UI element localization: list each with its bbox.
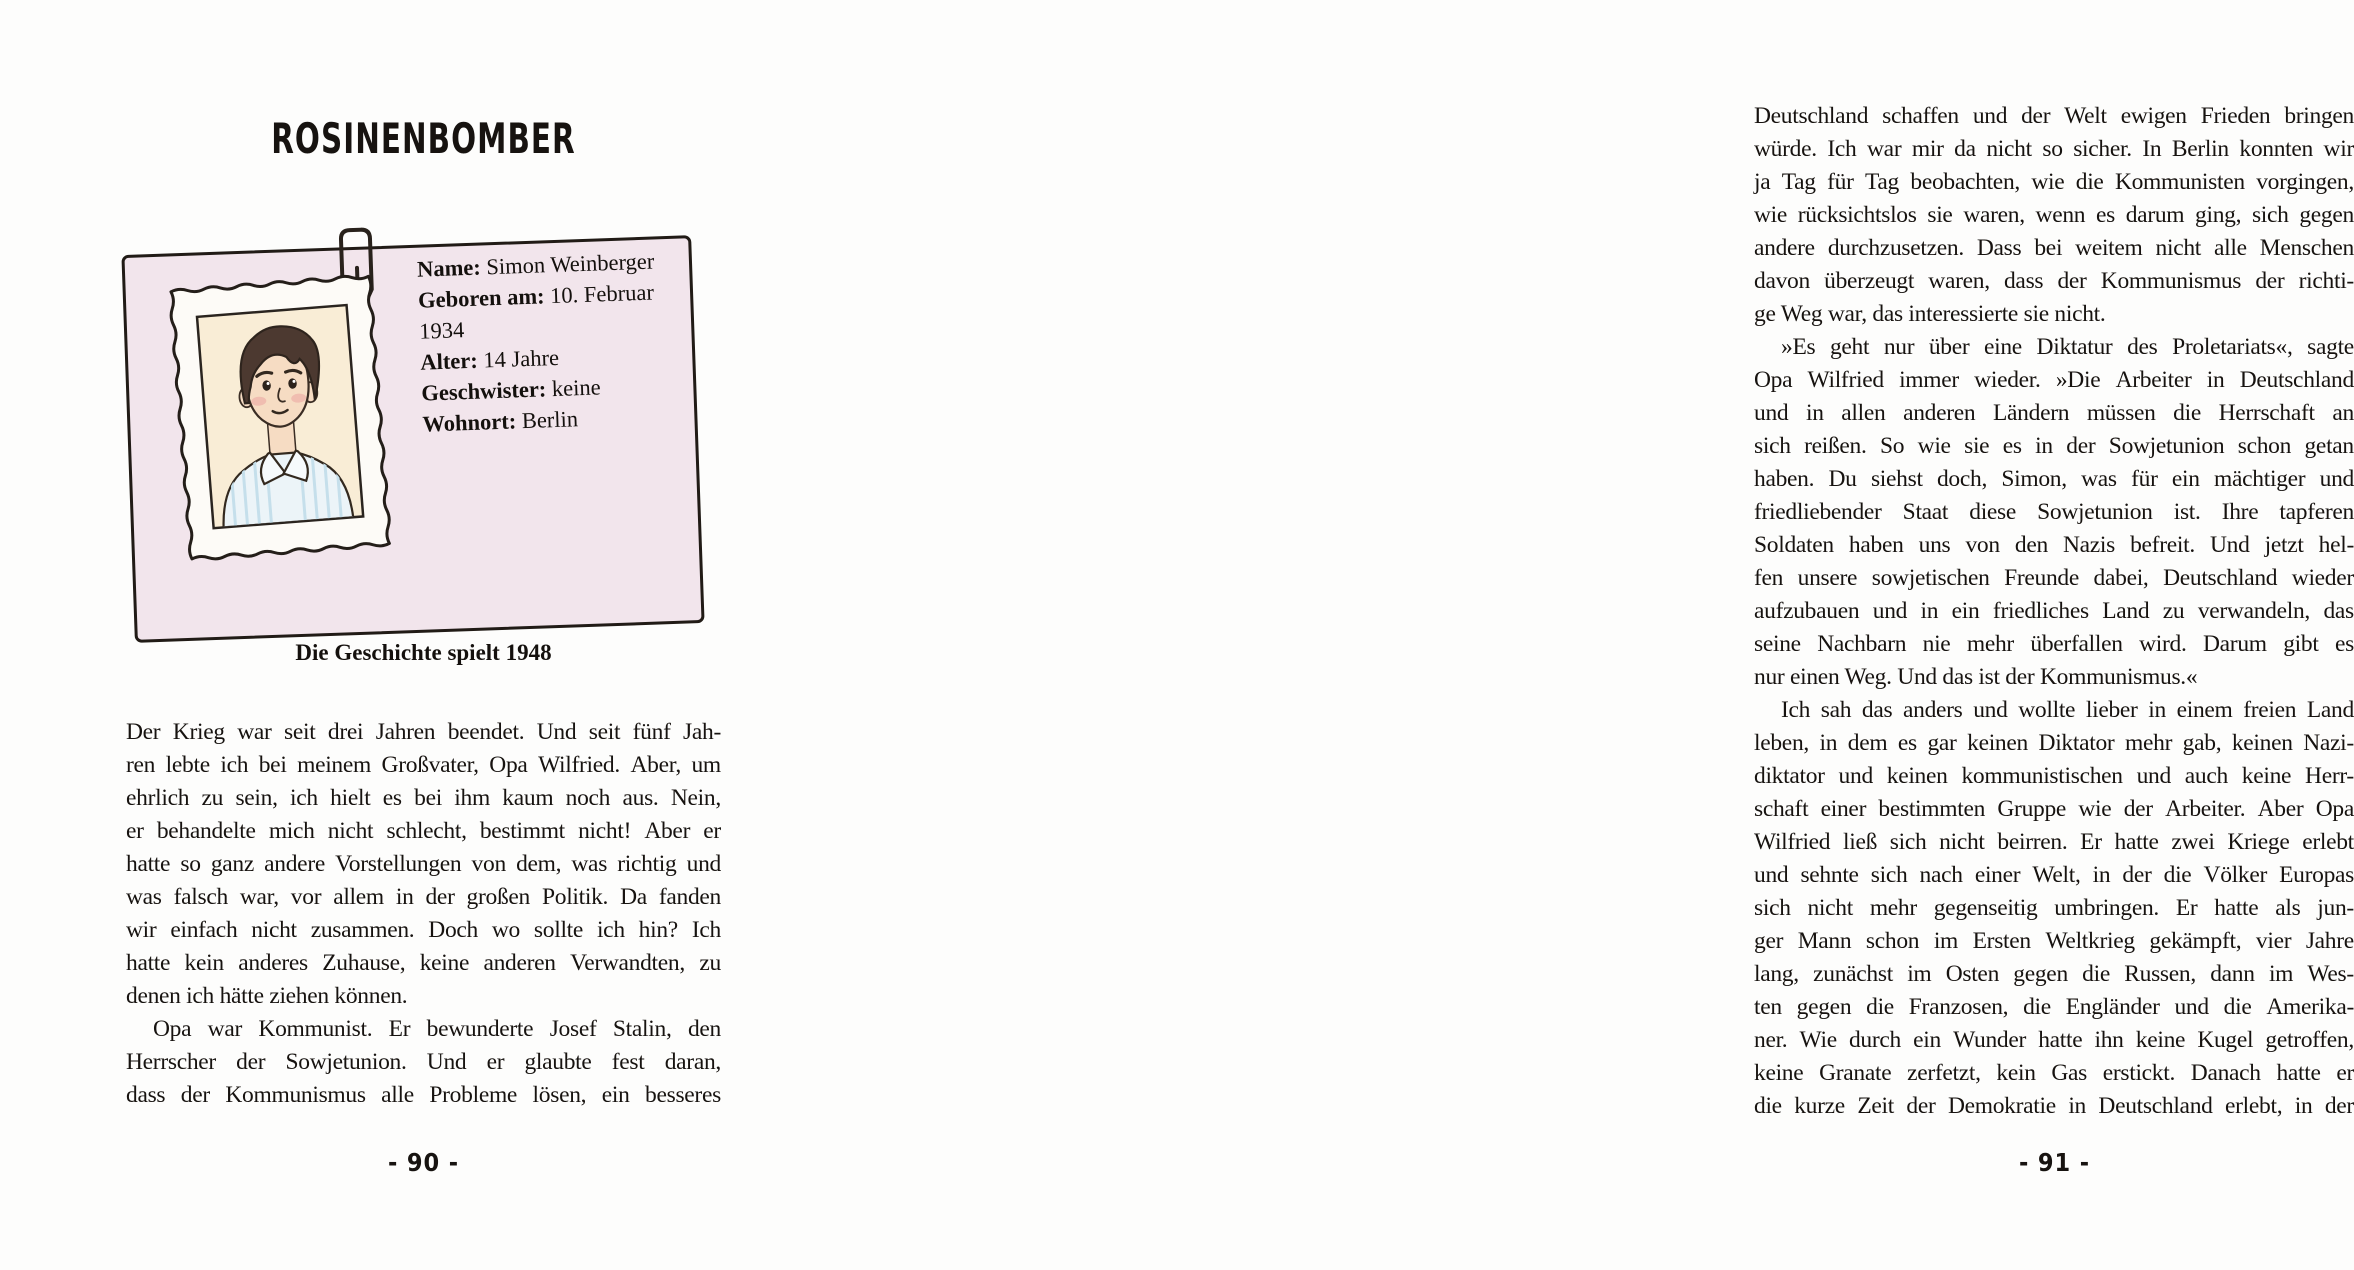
card-field-label: Name: xyxy=(416,254,482,282)
body-line: ger Mann schon im Ersten Weltkrieg gekämpft, vier Jahre xyxy=(1754,928,2354,954)
card-field-label: Geschwister: xyxy=(420,376,547,406)
body-line: hatte kein anderes Zuhause, keine anderen Verwandten, zu xyxy=(126,950,721,976)
body-line: und in allen anderen Ländern müssen die Herrschaft an xyxy=(1754,400,2354,426)
card-field: Name: Simon Weinberger xyxy=(416,248,655,282)
body-line: dass der Kommunismus alle Probleme lösen, ein besseres xyxy=(126,1082,721,1108)
body-line: keine Granate zerfetzt, kein Gas erstickt. Danach hatte er xyxy=(1754,1060,2354,1086)
card-field-label: Alter: xyxy=(419,347,479,375)
card-field: Alter: 14 Jahre xyxy=(419,344,560,375)
page-left xyxy=(0,0,827,1270)
card-field: Wohnort: Berlin xyxy=(422,406,579,437)
body-line: ten gegen die Franzosen, die Engländer und die Amerika- xyxy=(1754,994,2354,1020)
body-line: er behandelte mich nicht schlecht, bestimmt nicht! Aber er xyxy=(126,818,721,844)
card-info xyxy=(417,244,697,439)
page-number-right xyxy=(1754,1148,2354,1177)
body-line: denen ich hätte ziehen können. xyxy=(126,983,408,1009)
body-line: Opa war Kommunist. Er bewunderte Josef Stalin, den xyxy=(153,1016,721,1042)
body-line: ren lebte ich bei meinem Großvater, Opa Wilfried. Aber, um xyxy=(126,752,721,778)
body-line: diktator und keinen kommunistischen und auch keine Herr- xyxy=(1754,763,2354,789)
body-line: wie rücksichtslos sie waren, wenn es darum ging, sich gegen xyxy=(1754,202,2354,228)
body-line: ge Weg war, das interessierte sie nicht. xyxy=(1754,301,2106,327)
body-line: Wilfried ließ sich nicht beirren. Er hatte zwei Kriege erlebt xyxy=(1754,829,2354,855)
body-line: würde. Ich war mir da nicht so sicher. In Berlin konnten wir xyxy=(1754,136,2354,162)
photo-frame xyxy=(163,269,396,567)
body-line: leben, in dem es gar keinen Diktator mehr gab, keinen Nazi- xyxy=(1754,730,2354,756)
body-line: Der Krieg war seit drei Jahren beendet. Und seit fünf Jah- xyxy=(126,719,721,745)
body-line: haben. Du siehst doch, Simon, was für ein mächtiger und xyxy=(1754,466,2354,492)
body-line: ja Tag für Tag beobachten, wie die Kommunisten vorgingen, xyxy=(1754,169,2354,195)
chapter-title xyxy=(126,116,721,162)
body-line: Herrscher der Sowjetunion. Und er glaubte fest daran, xyxy=(126,1049,721,1075)
body-line: Soldaten haben uns von den Nazis befreit. Und jetzt hel- xyxy=(1754,532,2354,558)
body-line: sich reißen. So wie sie es in der Sowjetunion schon getan xyxy=(1754,433,2354,459)
body-line: lang, zunächst im Osten gegen die Russen, dann im Wes- xyxy=(1754,961,2354,987)
page-number-right-text: - 91 - xyxy=(2018,1148,2090,1177)
body-line: die kurze Zeit der Demokratie in Deutschland erlebt, in der xyxy=(1754,1093,2354,1119)
card-field-label: Wohnort: xyxy=(422,408,517,437)
page-right xyxy=(827,0,2354,1270)
body-line: wir einfach nicht zusammen. Doch wo sollte ich hin? Ich xyxy=(126,917,721,943)
body-line: ehrlich zu sein, ich hielt es bei ihm kaum noch aus. Nein, xyxy=(126,785,721,811)
body-text-left xyxy=(126,716,721,1112)
body-line: hatte so ganz andere Vorstellungen von dem, was richtig und xyxy=(126,851,721,877)
body-line: Ich sah das anders und wollte lieber in einem freien Land xyxy=(1781,697,2354,723)
body-line: nur einen Weg. Und das ist der Kommunismus.« xyxy=(1754,664,2198,690)
body-line: was falsch war, vor allem in der großen Politik. Da fanden xyxy=(126,884,721,910)
story-caption: Die Geschichte spielt 1948 xyxy=(295,640,552,665)
body-line: »Es geht nur über eine Diktatur des Proletariats«, sagte xyxy=(1781,334,2354,360)
body-line: und sehnte sich nach einer Welt, in der die Völker Europas xyxy=(1754,862,2354,888)
body-line: ner. Wie durch ein Wunder hatte ihn keine Kugel getroffen, xyxy=(1754,1027,2354,1053)
chapter-title-text: ROSINENBOMBER xyxy=(271,114,576,163)
card-field: Geboren am: 10. Februar 1934 xyxy=(417,279,655,344)
character-card xyxy=(121,235,704,643)
body-line: schaft einer bestimmten Gruppe wie der Arbeiter. Aber Opa xyxy=(1754,796,2354,822)
body-line: Deutschland schaffen und der Welt ewigen Frieden bringen xyxy=(1754,103,2354,129)
body-line: friedliebender Staat diese Sowjetunion ist. Ihre tapferen xyxy=(1754,499,2354,525)
body-text-right xyxy=(1754,100,2354,1123)
body-line: fen unsere sowjetischen Freunde dabei, Deutschland wieder xyxy=(1754,565,2354,591)
card-field: Geschwister: keine xyxy=(420,374,602,406)
body-line: Opa Wilfried immer wieder. »Die Arbeiter in Deutschland xyxy=(1754,367,2354,393)
body-line: sich nicht mehr gegenseitig umbringen. Er hatte als jun- xyxy=(1754,895,2354,921)
body-line: aufzubauen und in ein friedliches Land zu verwandeln, das xyxy=(1754,598,2354,624)
body-line: seine Nachbarn nie mehr überfallen wird. Darum gibt es xyxy=(1754,631,2354,657)
boy-portrait-illustration xyxy=(197,305,363,528)
card-field-label: Geboren am: xyxy=(417,283,545,313)
body-line: davon überzeugt waren, dass der Kommunismus der richti- xyxy=(1754,268,2354,294)
page-number-left xyxy=(126,1148,721,1177)
page-number-left-text: - 90 - xyxy=(387,1148,460,1177)
body-line: andere durchzusetzen. Dass bei weitem nicht alle Menschen xyxy=(1754,235,2354,261)
